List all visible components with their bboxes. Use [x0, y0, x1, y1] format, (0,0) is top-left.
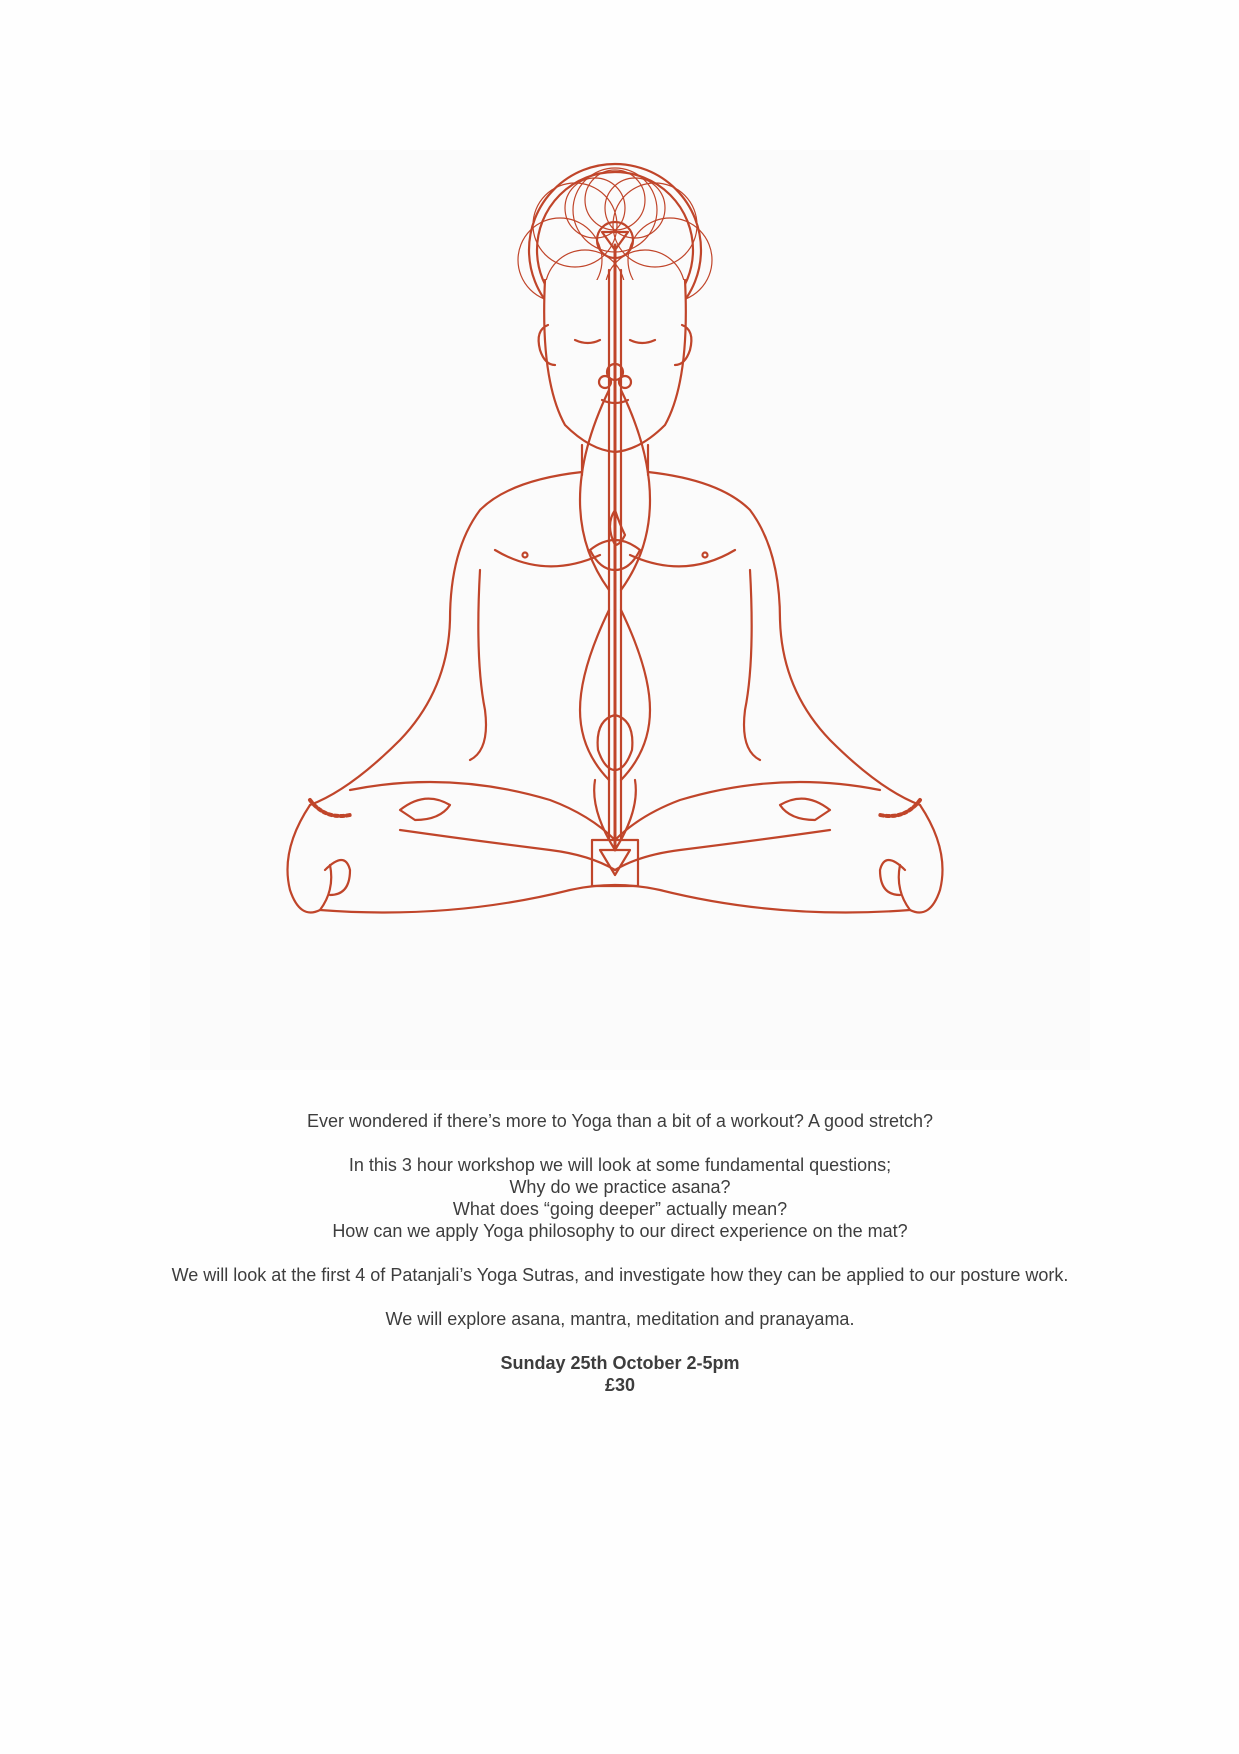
explore-text: We will explore asana, mantra, meditation and pranayama.	[385, 1309, 855, 1329]
workshop-lead: In this 3 hour workshop we will look at some fundamental questions;	[348, 1155, 892, 1175]
intro-text: Ever wondered if there’s more to Yoga than a bit of a workout? A good stretch?	[306, 1111, 934, 1131]
question-item: How can we apply Yoga philosophy to our direct experience on the mat?	[332, 1221, 908, 1241]
seated-meditation-figure-icon	[150, 150, 1090, 1070]
question-item: What does “going deeper” actually mean?	[452, 1199, 788, 1219]
sutras-text: We will look at the first 4 of Patanjali’s Yoga Sutras, and investigate how they can be applied to our posture work.	[171, 1265, 1069, 1285]
question-item: Why do we practice asana?	[509, 1177, 731, 1197]
yoga-figure-illustration	[150, 150, 1090, 1070]
event-date-time: Sunday 25th October 2-5pm	[500, 1353, 740, 1373]
event-price: £30	[604, 1375, 636, 1395]
workshop-description	[140, 1110, 1100, 1396]
